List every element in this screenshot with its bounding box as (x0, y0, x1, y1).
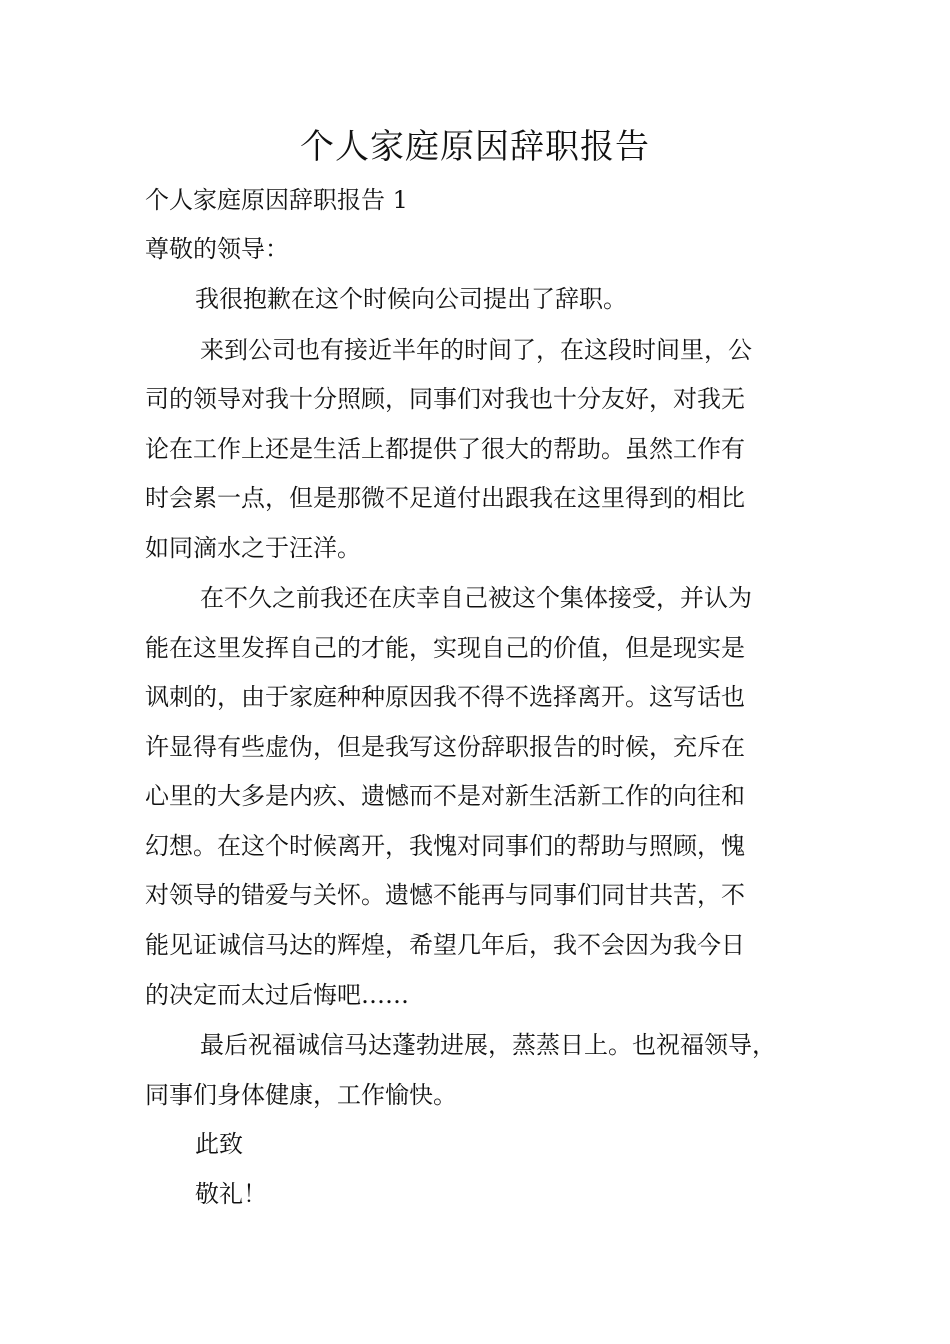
paragraph-line: 来到公司也有接近半年的时间了，在这段时间里，公 (200, 336, 752, 364)
closing-line: 敬礼！ (195, 1180, 267, 1208)
paragraph-line: 在不久之前我还在庆幸自己被这个集体接受，并认为 (200, 584, 752, 612)
paragraph-line: 的决定而太过后悔吧…… (145, 981, 409, 1009)
document-title: 个人家庭原因辞职报告 (300, 127, 650, 167)
paragraph-line: 许显得有些虚伪，但是我写这份辞职报告的时候，充斥在 (145, 733, 745, 761)
document-subtitle: 个人家庭原因辞职报告 1 (145, 186, 408, 214)
paragraph-line: 论在工作上还是生活上都提供了很大的帮助。虽然工作有 (145, 435, 745, 463)
paragraph-line: 能在这里发挥自己的才能，实现自己的价值，但是现实是 (145, 634, 745, 662)
paragraph-line: 时会累一点，但是那微不足道付出跟我在这里得到的相比 (145, 484, 745, 512)
paragraph-line: 对领导的错爱与关怀。遗憾不能再与同事们同甘共苦，不 (145, 881, 745, 909)
paragraph-line: 司的领导对我十分照顾，同事们对我也十分友好，对我无 (145, 385, 745, 413)
paragraph-line: 我很抱歉在这个时候向公司提出了辞职。 (195, 285, 627, 313)
paragraph-line: 最后祝福诚信马达蓬勃进展，蒸蒸日上。也祝福领导， (200, 1031, 776, 1059)
salutation: 尊敬的领导： (145, 235, 289, 263)
paragraph-line: 讽刺的，由于家庭种种原因我不得不选择离开。这写话也 (145, 683, 745, 711)
paragraph-line: 能见证诚信马达的辉煌，希望几年后，我不会因为我今日 (145, 931, 745, 959)
paragraph-line: 幻想。在这个时候离开，我愧对同事们的帮助与照顾，愧 (145, 832, 745, 860)
paragraph-line: 同事们身体健康，工作愉快。 (145, 1081, 457, 1109)
paragraph-line: 如同滴水之于汪洋。 (145, 534, 361, 562)
closing-line: 此致 (195, 1130, 243, 1158)
paragraph-line: 心里的大多是内疚、遗憾而不是对新生活新工作的向往和 (145, 782, 745, 810)
